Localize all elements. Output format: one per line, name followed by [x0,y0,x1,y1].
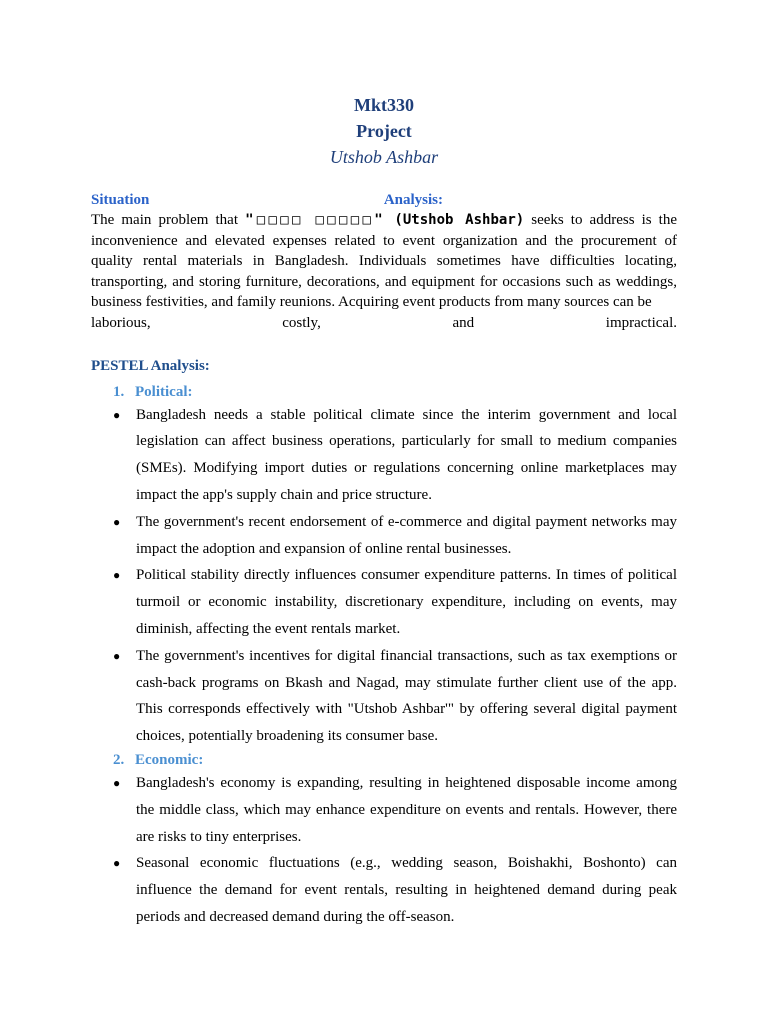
list-item [91,402,677,509]
situation-paragraph [91,210,677,313]
section-title: Economic: [135,751,204,768]
document-page [91,92,677,931]
list-item-text: Bangladesh needs a stable political climate since the interim government and local legislation can affect business operations, particularly for small to medium companies (SMEs). Modifying import duties or regulations concerning online marketplaces may impact the app's supply chain and price structure. [136,406,677,503]
brand-english-name: (Utshob Ashbar) [382,212,525,228]
situation-heading-right: Analysis: [383,192,443,208]
list-item [91,770,677,850]
bullet-icon: ● [113,407,121,422]
list-item [91,562,677,642]
situation-heading [91,190,443,210]
bullet-icon: ● [113,568,121,583]
bullet-icon: ● [113,514,121,529]
last-line-word: laborious, [91,314,151,331]
list-item [91,850,677,930]
section-economic-heading [113,750,677,770]
situation-heading-left: Situation [91,192,150,208]
list-item-text: Political stability directly influences consumer expenditure patterns. In times of political turmoil or economic instability, discretionary expenditure, including on events, may diminish, affecting the event rentals market. [136,567,677,637]
last-line-word: and [452,314,475,331]
section-number: 2. [113,751,125,768]
list-item-text: The government's recent endorsement of e-commerce and digital payment networks may impact the adoption and expansion of online rental businesses. [136,513,677,557]
political-bullets [91,402,677,750]
situation-last-line [91,313,677,334]
last-line-word: costly, [282,314,321,331]
list-item-text: Seasonal economic fluctuations (e.g., wedding season, Boishakhi, Boshonto) can influence the demand for event rentals, resulting in heightened demand during peak periods and decreased demand during the off-season. [136,855,677,925]
situation-text-rest: seeks to address is the inconvenience and elevated expenses related to event organization and the procurement of quality rental materials in Bangladesh. Individuals sometimes have difficulties locating, transporting, and storing furniture, decorations, and equipment for occasions such as weddings, business festivities, and family reunions. Acquiring event products from many sources can be [91,212,677,311]
list-item-text: The government's incentives for digital financial transactions, such as tax exemptions or cash-back programs on Bkash and Nagad, may stimulate further client use of the app. This corresponds effectively with "Utshob Ashbar'" by offering several digital payment choices, potentially broadening its consumer base. [136,647,677,745]
situation-text-start: The main problem that [91,212,246,228]
economic-bullets [91,770,677,931]
project-name: Utshob Ashbar [329,147,439,167]
section-title: Political: [135,383,193,400]
list-item [91,509,677,563]
course-code: Mkt330 [354,95,414,115]
pestel-heading: PESTEL Analysis: [91,357,210,374]
last-line-word: impractical. [605,314,677,331]
project-label: Project [356,121,412,141]
bullet-icon: ● [113,775,121,790]
bullet-icon: ● [113,856,121,871]
section-political-heading [113,382,677,402]
bullet-icon: ● [113,648,121,663]
list-item-text: Bangladesh's economy is expanding, resulting in heightened disposable income among the middle class, which may enhance expenditure on events and rentals. However, there are risks to tiny enterprises. [136,774,677,845]
list-item [91,643,677,750]
brand-native-name: "□□□□ □□□□□" [245,212,383,228]
section-number: 1. [113,383,125,400]
